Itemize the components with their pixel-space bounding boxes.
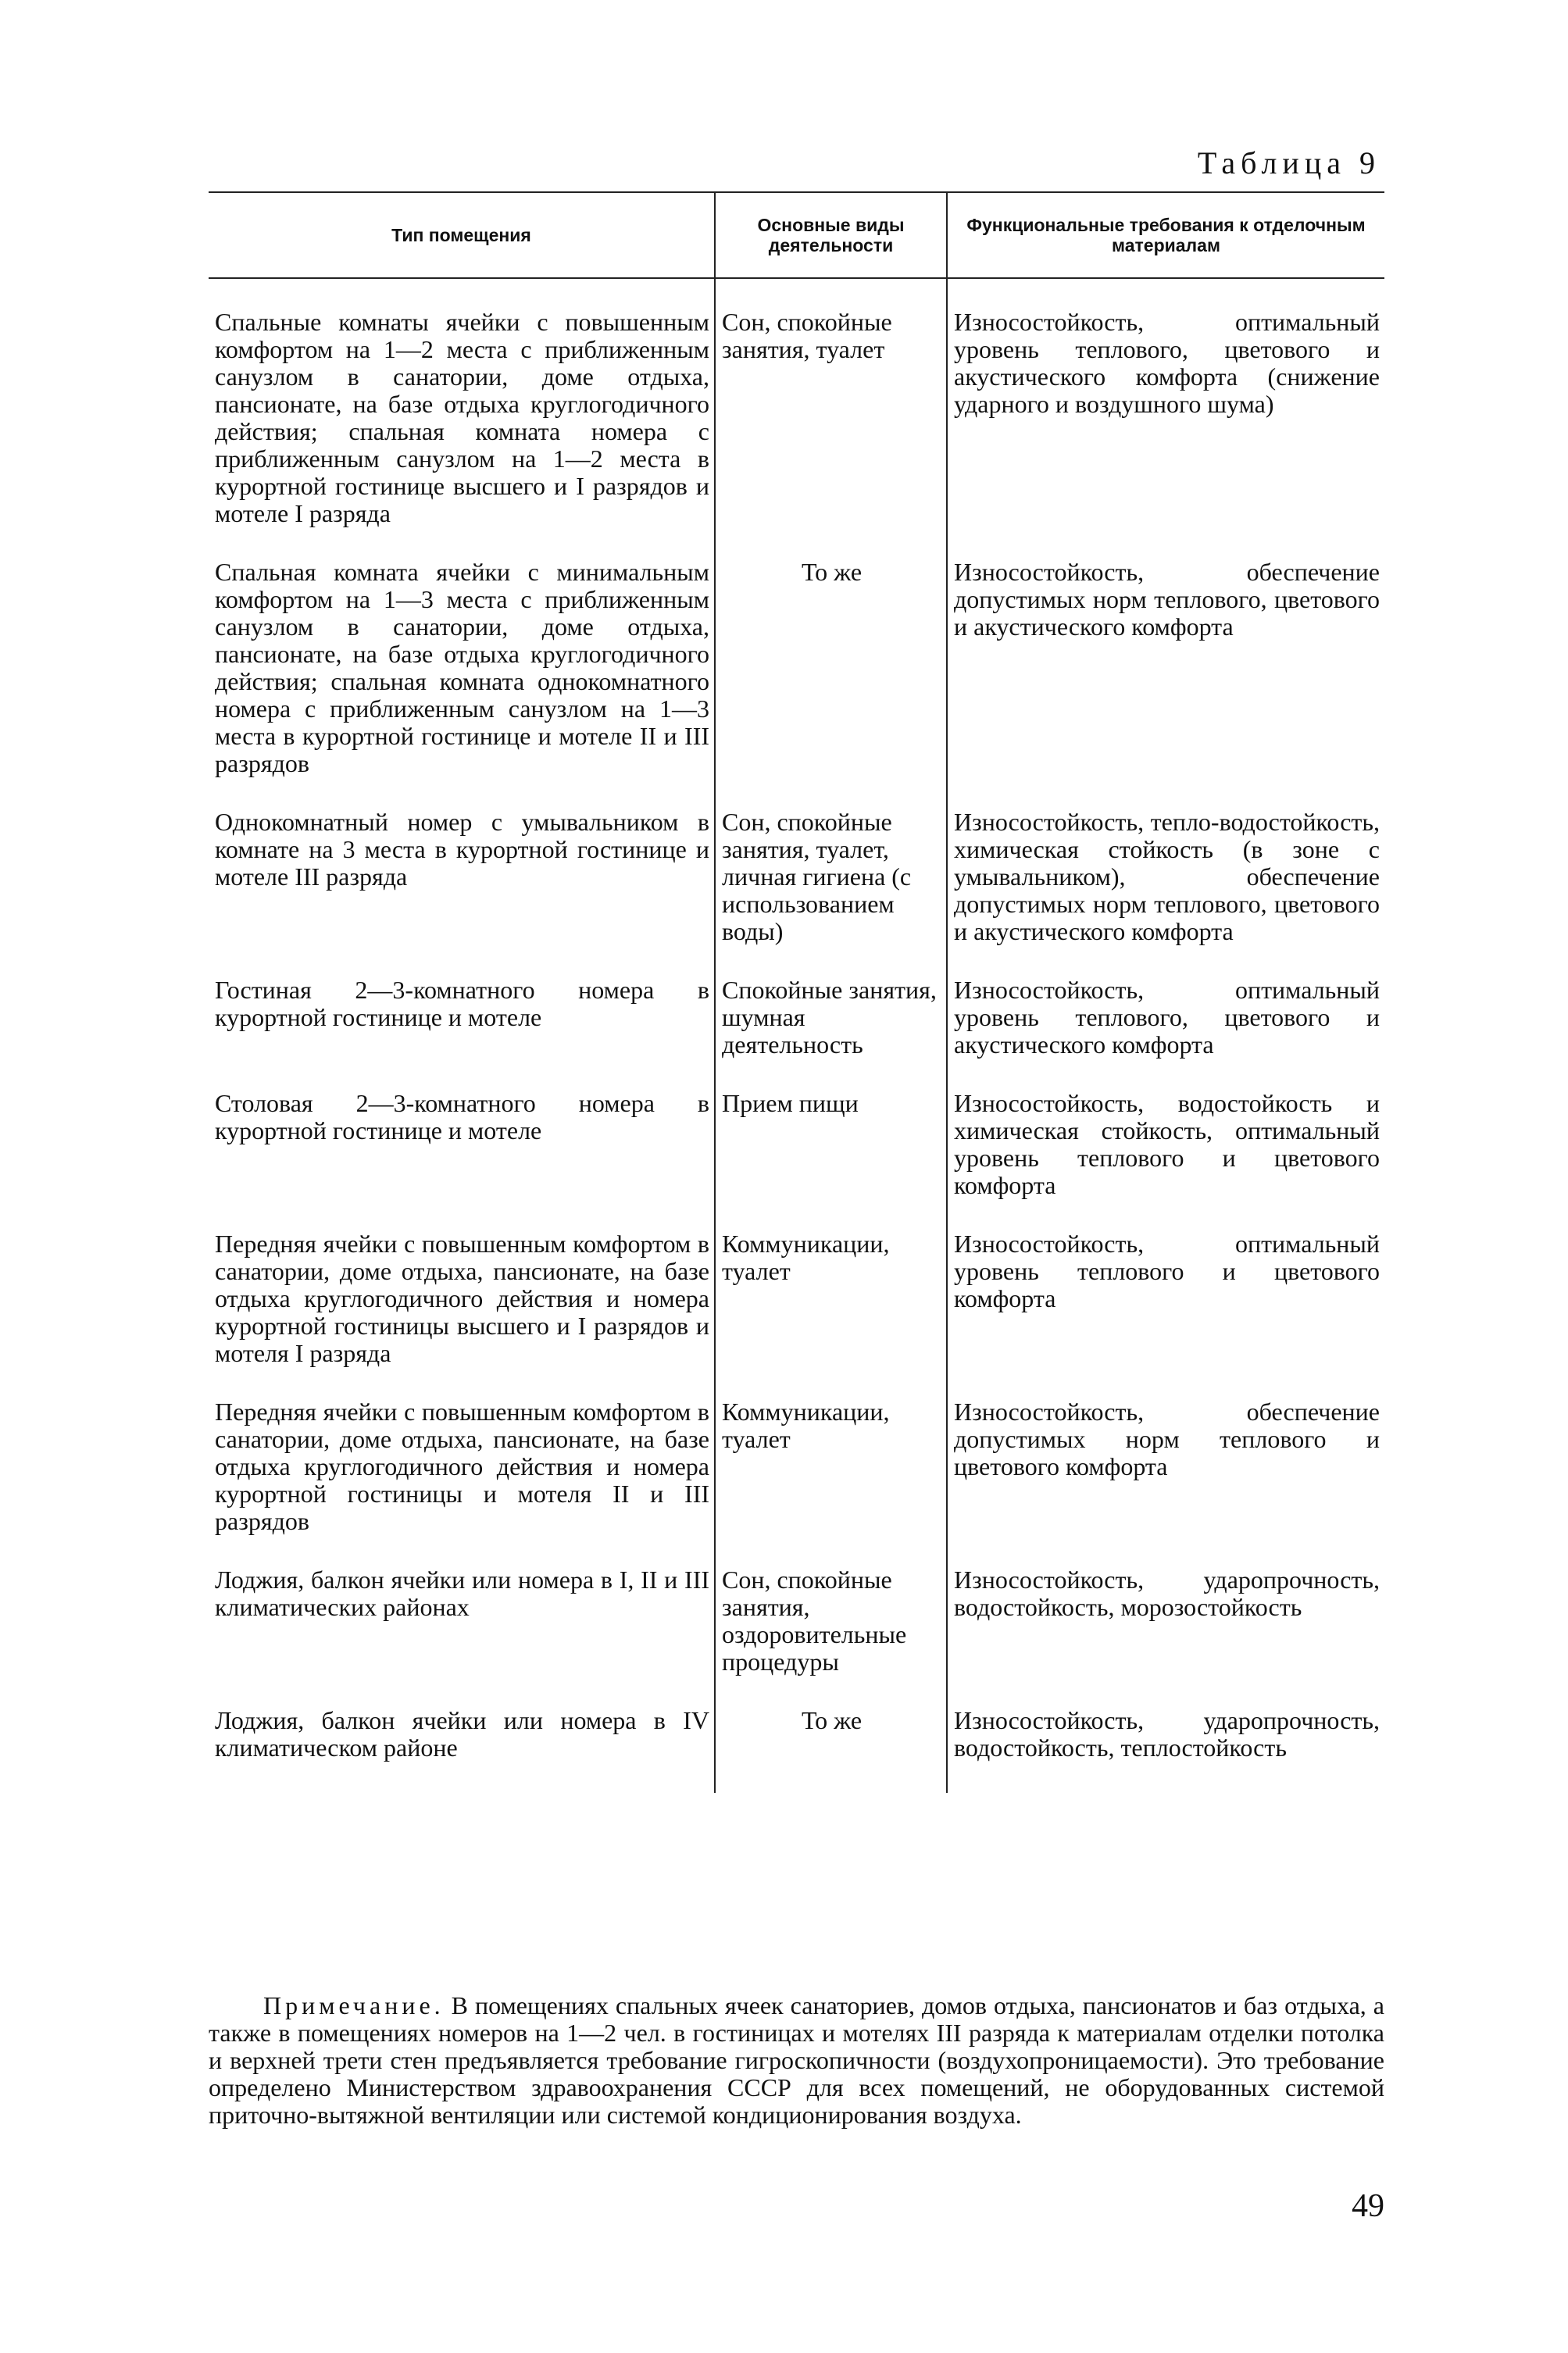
table-row [209,1090,1384,1230]
note-label: Примечание. [263,1991,445,2019]
header-activities: Основные виды деятельности [715,192,947,278]
activity-cell: То же [715,559,947,809]
activity-cell: Сон, спокойные занятия, оздоровительные процедуры [715,1566,947,1707]
activity-cell: То же [715,1707,947,1793]
room-type-cell: Спальная комната ячейки с минимальным комфортом на 1—3 места с приближенным санузлом в санатории, доме отдыха, пансионате, на базе отдыха круглогодичного действия; спальная комната однокомнатного номера с приближенным санузлом на 1—3 места в курортной гостинице и мотеле II и III разрядов [215,558,709,777]
room-type-cell: Лоджия, балкон ячейки или номера в IV климатическом районе [215,1706,709,1762]
page-number: 49 [1352,2188,1384,2224]
note-text: В помещениях спальных ячеек санаториев, домов отдыха, пансионатов и баз отдыха, а также в помещениях номеров на 1—2 чел. в гостиницах и мотелях III разряда к материалам отделки потолка и верхней трети стен предъявляется требование гигроскопичности (воздухопроницаемости). Это требование определено Министерством здравоохранения СССР для всех помещений, не оборудованных системой приточно-вытяжной вентиляции или системой кондиционирования воздуха. [209,1991,1385,2129]
table-row [209,809,1384,977]
table-caption: Таблица 9 [1197,145,1380,180]
table-row [209,1566,1384,1707]
requirement-cell: Износостойкость, оптимальный уровень теплового, цветового и акустического комфорта [947,977,1384,1090]
room-type-cell: Передняя ячейки с повышенным комфортом в санатории, доме отдыха, пансионате, на базе отдыха круглогодичного действия и номера курортной гостиницы высшего и I разрядов и мотеля I разряда [215,1230,709,1367]
requirement-cell: Износостойкость, ударопрочность, водостойкость, теплостойкость [947,1707,1384,1793]
activity-cell: Коммуникации, туалет [715,1230,947,1398]
requirement-cell: Износостойкость, оптимальный уровень теплового, цветового и акустического комфорта (снижение ударного и воздушного шума) [947,278,1384,559]
table-row [209,1398,1384,1566]
table-row [209,1707,1384,1793]
room-type-cell: Передняя ячейки с повышенным комфортом в санатории, доме отдыха, пансионате, на базе отдыха круглогодичного действия и номера курортной гостиницы и мотеля II и III разрядов [215,1398,709,1535]
table-row [209,1230,1384,1398]
requirement-cell: Износостойкость, оптимальный уровень теплового и цветового комфорта [947,1230,1384,1398]
table-header-row [209,192,1384,278]
activity-cell: Коммуникации, туалет [715,1398,947,1566]
room-type-cell: Спальные комнаты ячейки с повышенным комфортом на 1—2 места с приближенным санузлом в санатории, доме отдыха, пансионате, на базе отдыха круглогодичного действия; спальная комната номера с приближенным санузлом на 1—2 места в курортной гостинице высшего и I разрядов и мотеле I разряда [215,308,709,527]
room-type-cell: Лоджия, балкон ячейки или номера в I, II и III климатических районах [215,1566,709,1621]
room-type-cell: Гостиная 2—3-комнатного номера в курортной гостинице и мотеле [215,976,709,1031]
requirement-cell: Износостойкость, тепло-водостойкость, химическая стойкость (в зоне с умывальником), обеспечение допустимых норм теплового, цветового и акустического комфорта [947,809,1384,977]
requirement-cell: Износостойкость, обеспечение допустимых норм теплового и цветового комфорта [947,1398,1384,1566]
activity-cell: Спокойные занятия, шумная деятельность [715,977,947,1090]
table-row [209,278,1384,559]
header-requirements: Функциональные требования к отделочным материалам [947,192,1384,278]
table-row [209,559,1384,809]
requirements-table [209,191,1384,1793]
activity-cell: Сон, спокойные занятия, туалет, личная гигиена (с использованием воды) [715,809,947,977]
room-type-cell: Столовая 2—3-комнатного номера в курортной гостинице и мотеле [215,1089,709,1144]
requirement-cell: Износостойкость, ударопрочность, водостойкость, морозостойкость [947,1566,1384,1707]
room-type-cell: Однокомнатный номер с умывальником в комнате на 3 места в курортной гостинице и мотеле III разряда [215,808,709,891]
table-note [209,1992,1384,2129]
activity-cell: Прием пищи [715,1090,947,1230]
header-room-type: Тип помещения [209,192,715,278]
requirement-cell: Износостойкость, водостойкость и химическая стойкость, оптимальный уровень теплового и цветового комфорта [947,1090,1384,1230]
table-row [209,977,1384,1090]
activity-cell: Сон, спокойные занятия, туалет [715,278,947,559]
requirement-cell: Износостойкость, обеспечение допустимых норм теплового, цветового и акустического комфорта [947,559,1384,809]
